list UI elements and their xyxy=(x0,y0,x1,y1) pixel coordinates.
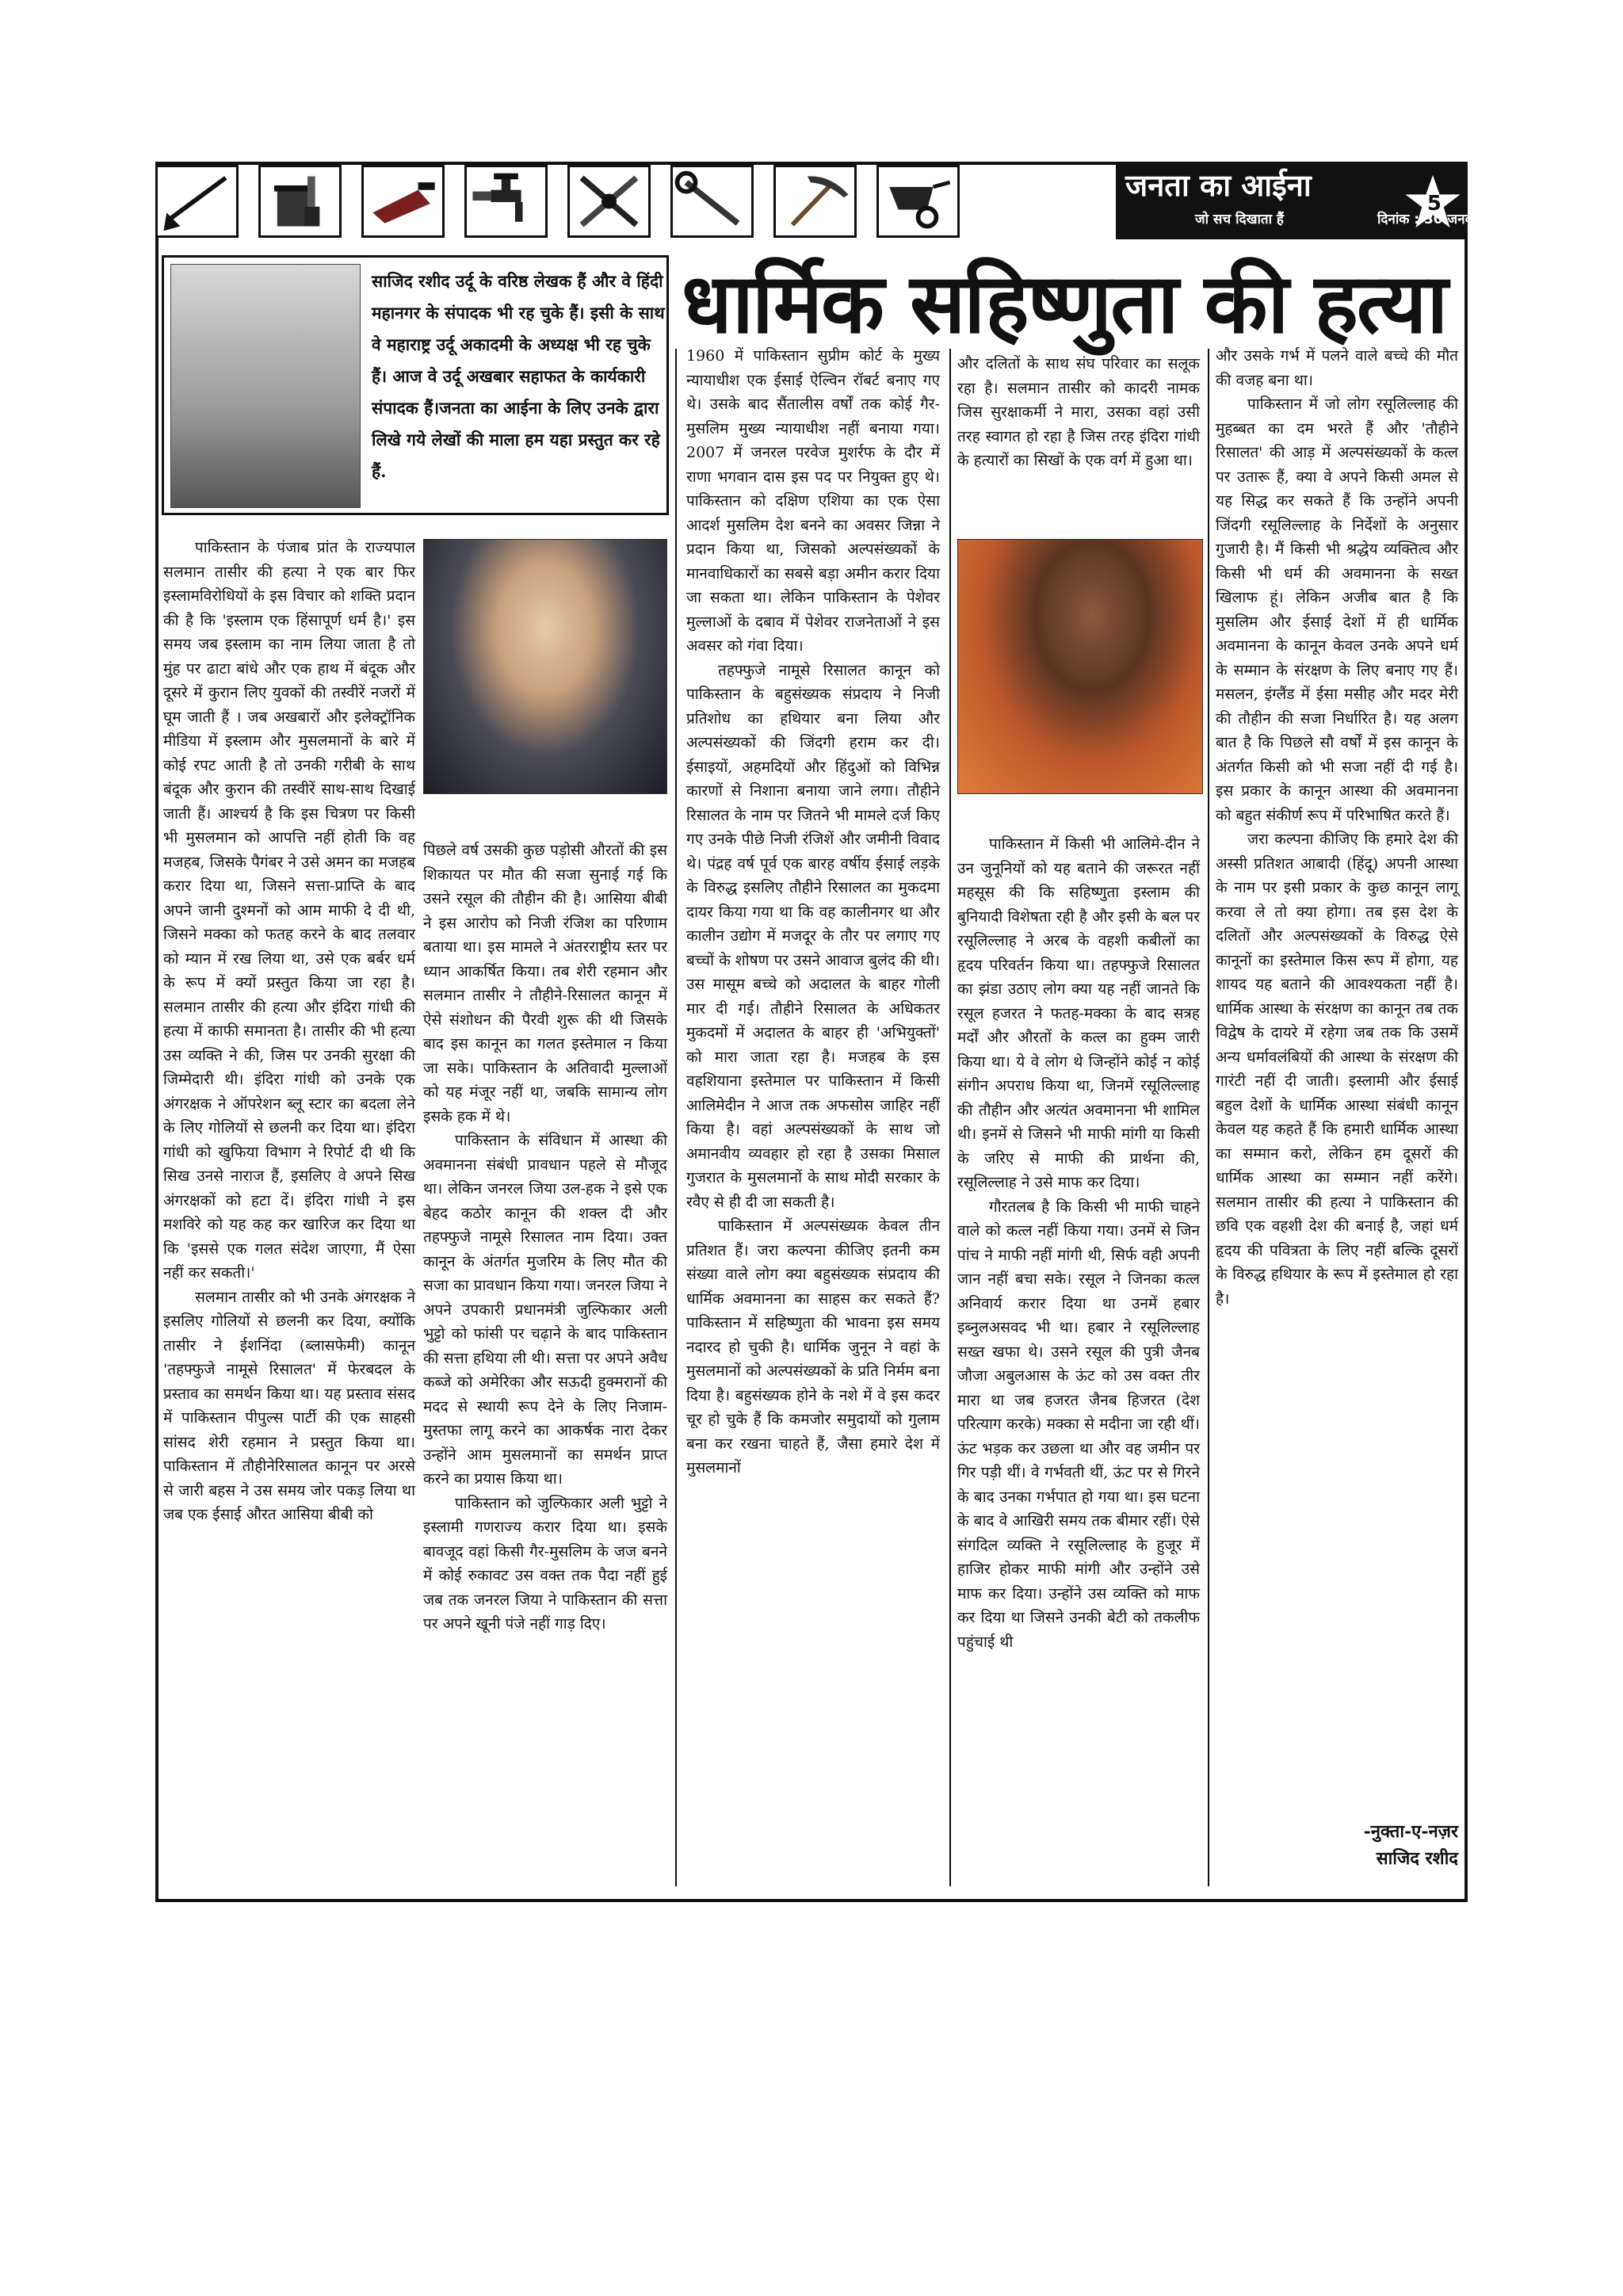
paragraph: पाकिस्तान में अल्पसंख्यक केवल तीन प्रतिशत हैं। जरा कल्पना कीजिए इतनी कम संख्या वाले लोग क्या बहुसंख्यक संप्रदाय की धार्मिक अवमानना का साहस कर सकते हैं? पाकिस्तान में सहिष्णुता की भावना इस समय नदारद हो चुकी है। धार्मिक जुनून ने वहां के मुसलमानों को अल्पसंख्यकों के प्रति निर्मम बना दिया है। बहुसंख्यक होने के नशे में वे इस कदर चूर हो चुके हैं कि कमजोर समुदायों को गुलाम बना कर रखना चाहते हैं, जैसा हमारे देश में मुसलमानों xyxy=(686,1217,940,1477)
newspaper-name: जनता का आईना xyxy=(1125,168,1312,203)
masthead-band xyxy=(155,162,1589,241)
author-photo xyxy=(170,264,361,508)
trowel-icon xyxy=(361,165,445,238)
article-column-3 xyxy=(686,344,940,1480)
salman-taseer-photo xyxy=(423,539,667,794)
article-byline xyxy=(1212,1818,1458,1872)
author-bio: साजिद रशीद उर्दू के वरिष्ठ लेखक हैं और वे हिंदी महानगर के संपादक भी रह चुके हैं। इसी के साथ वे महाराष्ट्र उर्दू अकादमी के अध्यक्ष भी रह चुके हैं। आज वे उर्दू अखबार सहाफत के कार्यकारी संपादक हैं।जनता का आईना के लिए उनके द्वारा लिखे गये लेखों की माला हम यहा प्रस्तुत कर रहे हैं. xyxy=(372,271,665,481)
wrench-icon xyxy=(670,165,754,238)
paragraph: पाकिस्तान के संविधान में आस्था की अवमानना संबंधी प्रावधान पहले से मौजूद था। लेकिन जनरल जिया उल-हक ने इसे एक बेहद कठोर कानून की शक्ल दी और तहफ्फुजे नामूसे रिसालत नाम दिया। उक्त कानून के अंतर्गत मुजरिम के लिए मौत की सजा का प्रावधान किया गया। जनरल जिया ने अपने उपकारी प्रधानमंत्री जुल्फिकार अली भुट्टो को फांसी पर चढ़ाने के बाद पाकिस्तान की सत्ता हथिया ली थी। सत्ता पर अपने अवैध कब्जे को अमेरिका और सऊदी हुक्मरानों की मदद से स्थायी रूप देने के लिए निजाम-मुस्तफा लागू करने का आकर्षक नारा देकर उन्होंने आम मुसलमानों का समर्थन प्राप्त करने का प्रयास किया था। xyxy=(423,1132,667,1488)
article-column-4 xyxy=(957,832,1200,1654)
article-column-2 xyxy=(423,839,667,1637)
paragraph: 1960 में पाकिस्तान सुप्रीम कोर्ट के मुख्य न्यायाधीश एक ईसाई ऐल्विन रॉबर्ट बनाए गए थे। उसके बाद सैंतालीस वर्षों तक कोई गैर-मुसलिम मुख्य न्यायाधीश नहीं बनाया गया। 2007 में जनरल परवेज मुशर्रफ के दौर में राणा भगवान दास इस पद पर नियुक्त हुए थे। पाकिस्तान को दक्षिण एशिया का एक ऐसा आदर्श मुसलिम देश बनने का अवसर जिन्ना ने प्रदान किया था, जिसको अल्पसंख्यकों के मानवाधिकारों का सबसे बड़ा अमीन करार दिया जा सकता था। लेकिन पाकिस्तान के पेशेवर मुल्लाओं के दबाव में पेशेवर राजनेताओं ने इस अवसर को गंवा दिया। xyxy=(686,347,940,655)
asia-bibi-photo xyxy=(957,539,1203,794)
newspaper-tagline: जो सच दिखाता हैं xyxy=(1195,212,1284,227)
paragraph: और दलितों के साथ संघ परिवार का सलूक रहा है। सलमान तासीर को कादरी नामक जिस सुरक्षाकर्मी ने मारा, उसका वहां उसी तरह स्वागत हो रहा है जिस तरह इंदिरा गांधी के हत्यारों का सिखों के एक वर्ग में हुआ था। xyxy=(957,355,1200,469)
pickaxe-icon xyxy=(773,165,857,238)
paragraph: सलमान तासीर को भी उनके अंगरक्षक ने इसलिए गोलियों से छलनी कर दिया, क्योंकि तासीर ने ईशनिंदा (ब्लासफेमी) कानून 'तहफ्फुजे नामूसे रिसालत' में फेरबदल के प्रस्ताव का समर्थन किया था। यह प्रस्ताव संसद में पाकिस्तान पीपुल्स पार्टी की एक साहसी सांसद शेरी रहमान ने प्रस्तुत किया था। पाकिस्तान में तौहीनेरिसालत कानून पर अरसे से जारी बहस ने उस समय जोर पकड़ लिया था जब एक ईसाई औरत आसिया बीबी को xyxy=(163,1288,415,1523)
wheelbarrow-icon xyxy=(876,165,960,238)
paragraph: पाकिस्तान के पंजाब प्रांत के राज्यपाल सलमान तासीर की हत्या ने एक बार फिर इस्लामविरोधियों के इस विचार को शक्ति प्रदान की है कि 'इस्लाम एक हिंसापूर्ण धर्म है।' इस समय जब इस्लाम का नाम लिया जाता है तो मुंह पर ढाटा बांधे और एक हाथ में बंदूक और दूसरे में कुरान लिए युवकों की तस्वीरें नजरों में घूम जाती हैं । जब अखबारों और इलेक्ट्रॉनिक मीडिया में इस्लाम और मुसलमानों के बारे में कोई रपट आती है तो उनकी गरीबी के साथ बंदूक और कुरान की तस्वीरें साथ-साथ दिखाई जाती हैं। आश्चर्य है कि इस चित्रण पर किसी भी मुसलमान को आपत्ति नहीं होती कि वह मजहब, जिसके पैगंबर ने उसे अमन का मजहब करार दिया था, जिसने सत्ता-प्राप्ति के बाद अपने जानी दुश्मनों को आम माफी दे दी थी, जिसने मक्का को फतह करने के बाद तलवार को म्यान में रख लिया था, उसे एक बर्बर धर्म के रूप में क्यों प्रस्तुत किया जा रहा है। सलमान तासीर की हत्या और इंदिरा गांधी की हत्या में काफी समानता है। तासीर की भी हत्या उस व्यक्ति ने की, जिस पर उनकी सुरक्षा की जिम्मेदारी थी। इंदिरा गांधी को उनके एक अंगरक्षक ने ऑपरेशन ब्लू स्टार का बदला लेने के लिए गोलियों से छलनी कर दिया था। इंदिरा गांधी को खुफिया विभाग ने रिपोर्ट दी थी कि सिख उनसे नाराज हैं, इसलिए वे अपने सिख अंगरक्षकों को हटा दें। इंदिरा गांधी ने इस मशविरे को यह कह कर खारिज कर दिया था कि 'इससे एक गलत संदेश जाएगा, मैं ऐसा नहीं कर सकती।' xyxy=(163,539,415,1282)
water-tap-icon xyxy=(464,165,548,238)
page-number: 5 xyxy=(1426,192,1442,216)
author-box xyxy=(162,255,669,515)
article-column-5 xyxy=(1216,344,1458,1311)
hoe-icon xyxy=(155,165,239,238)
paragraph: पिछले वर्ष उसकी कुछ पड़ोसी औरतों की इस शिकायत पर मौत की सजा सुनाई गई कि उसने रसूल की तौहीन की है। आसिया बीबी ने इस आरोप को निजी रंजिश का परिणाम बताया था। इस मामले ने अंतरराष्ट्रीय स्तर पर ध्यान आकर्षित किया। तब शेरी रहमान और सलमान तासीर ने तौहीने-रिसालत कानून में ऐसे संशोधन की पैरवी शुरू की थी जिसके बाद इस कानून का गलत इस्तेमाल न किया जा सके। पाकिस्तान के अतिवादी मुल्लाओं को यह मंजूर नहीं था, जबकि सामान्य लोग इसके हक में थे। xyxy=(423,842,667,1125)
crossed-tools-icon xyxy=(567,165,651,238)
article-column-4-top xyxy=(957,352,1200,473)
paragraph: पाकिस्तान को जुल्फिकार अली भुट्टो ने इस्लामी गणराज्य करार दिया था। इसके बावजूद वहां किसी गैर-मुसलिम के जज बनने में कोई रुकावट उस वक्त तक पैदा नहीं हुई जब तक जनरल जिया ने पाकिस्तान की सत्ता पर अपने खूनी पंजे नहीं गाड़ दिए। xyxy=(423,1494,667,1633)
paragraph: पाकिस्तान में किसी भी आलिमे-दीन ने उन जुनूनियों को यह बताने की जरूरत नहीं महसूस की कि सहिष्णुता इस्लाम की बुनियादी विशेषता रही है और इसी के बल पर रसूलिल्लाह ने अरब के वहशी कबीलों का हृदय परिवर्तन किया था। तहफ्फुजे रिसालत का झंडा उठाए लोग क्या यह नहीं जानते कि रसूल हजरत ने फतह-मक्का के बाद सत्रह मर्दों और औरतों के कत्ल का हुक्म जारी किया था। ये वे लोग थे जिन्होंने कोई न कोई संगीन अपराध किया था, जिनमें रसूलिल्लाह की तौहीन और अत्यंत अवमानना भी शामिल थी। इनमें से जिसने भी माफी मांगी या किसी के जरिए से माफी की प्रार्थना की, रसूलिल्लाह ने उसे माफ कर दिया। xyxy=(957,835,1200,1191)
paragraph: और उसके गर्भ में पलने वाले बच्चे की मौत की वजह बना था। xyxy=(1216,347,1458,389)
paragraph: पाकिस्तान में जो लोग रसूलिल्लाह की मुहब्बत का दम भरते हैं और 'तौहीने रिसालत' की आड़ में अल्पसंख्यकों के कत्ल पर उतारू हैं, क्या वे अपने किसी अमल से यह सिद्ध कर सकते हैं कि उन्होंने अपनी जिंदगी रसूलिल्लाह के निर्देशों के अनुसार गुजारी है। मैं किसी भी श्रद्धेय व्यक्तित्व और किसी भी धर्म की अवमानना के सख्त खिलाफ हूं। लेकिन अजीब बात है कि मुसलिम और ईसाई देशों में ही धार्मिक अवमानना के कानून केवल उनके अपने धर्म के सम्मान के संरक्षण के लिए बनाए गए हैं। मसलन, इंग्लैंड में ईसा मसीह और मदर मेरी की तौहीन की सजा निर्धारित है। यह अलग बात है कि पिछले सौ वर्षों में इस कानून के अंतर्गत किसी को भी सजा नहीं दी गई है। इस प्रकार के कानून आस्था की अवमानना को बहुत संकीर्ण रूप में परिभाषित करते हैं। xyxy=(1216,395,1458,824)
issue-date: दिनांक : 30 जनवरी से 5 फरवरी 2011 xyxy=(1377,212,1589,227)
paragraph: जरा कल्पना कीजिए कि हमारे देश की अस्सी प्रतिशत आबादी (हिंदू) अपनी आस्था के नाम पर इसी प्रकार के कुछ कानून लागू करवा ले तो क्या होगा। तब इस देश के दलितों और अल्पसंख्यकों के विरुद्ध ऐसे कानूनों का इस्तेमाल किस रूप में होगा, यह शायद यह बताने की आवश्यकता नहीं है। धार्मिक आस्था के संरक्षण का कानून तब तक विद्वेष के दायरे में रहेगा जब तक कि उसमें अन्य धर्मावलंबियों की आस्था के संरक्षण की गारंटी नहीं दी जाती। इस्लामी और ईसाई बहुल देशों के धार्मिक आस्था संबंधी कानून केवल यह कहते हैं कि हमारी धार्मिक आस्था का सम्मान करो, लेकिन हम दूसरों की धार्मिक आस्था का सम्मान नहीं करेंगे। सलमान तासीर की हत्या ने पाकिस्तान की छवि एक वहशी देश की बनाई है, जहां धर्म हृदय की पवित्रता के लिए नहीं बल्कि दूसरों के विरुद्ध हथियार के रूप में इस्तेमाल हो रहा है। xyxy=(1216,831,1458,1308)
article-column-1 xyxy=(163,536,415,1527)
column-rule xyxy=(949,349,951,1886)
paragraph: गौरतलब है कि किसी भी माफी चाहने वाले को कत्ल नहीं किया गया। उनमें से जिन पांच ने माफी नहीं मांगी थी, सिर्फ वही अपनी जान नहीं बचा सके। रसूल ने जिनका कत्ल अनिवार्य करार दिया था उनमें हबार इब्नुलअसवद भी था। हबार ने रसूलिल्लाह सख्त खफा थे। उसने रसूल की पुत्री जैनब जौजा अबुलआस के ऊंट को उस वक्त तीर मारा था जब हजरत जैनब हिजरत (देश परित्याग करके) मक्का से मदीना जा रही थीं। ऊंट भड़क कर उछला था और वह जमीन पर गिर पड़ी थीं। वे गर्भवती थीं, ऊंट पर से गिरने के बाद उनका गर्भपात हो गया था। इस घटना के बाद वे आखिरी समय तक बीमार रहीं। ऐसे संगदिल व्यक्ति ने रसूलिल्लाह के हुजूर में हाजिर होकर माफी मांगी और उन्होंने उसे माफ कर दिया। उन्होंने उस व्यक्ति को माफ कर दिया था जिसने उनकी बेटी को तकलीफ पहुंचाई थी xyxy=(957,1198,1200,1651)
article-headline: धार्मिक सहिष्णुता की हत्या xyxy=(682,255,1447,352)
byline-column-name: -नुक्ता-ए-नज़र xyxy=(1363,1821,1458,1842)
byline-author-name: साजिद रशीद xyxy=(1376,1848,1458,1869)
column-rule xyxy=(1208,349,1209,1886)
paragraph: तहफ्फुजे नामूसे रिसालत कानून को पाकिस्तान के बहुसंख्यक संप्रदाय ने निजी प्रतिशोध का हथियार बना लिया और अल्पसंख्यकों की जिंदगी हराम कर दी। ईसाइयों, अहमदियों और हिंदुओं को विभिन्न कारणों से निशाना बनाया जाने लगा। तौहीने रिसालत के नाम पर जितने भी मामले दर्ज किए गए उनके पीछे निजी रंजिशें और जमीनी विवाद थे। पंद्रह वर्ष पूर्व एक बारह वर्षीय ईसाई लड़के के विरुद्ध इसलिए तौहीने रिसालत का मुकदमा दायर किया गया था कि वह कालीनगर था और कालीन उद्योग में मजदूर के तौर पर लगाए गए बच्चों के शोषण पर उसने आवाज बुलंद की थी। उस मासूम बच्चे को अदालत के बाहर गोली मार दी गई। तौहीने रिसालत के अधिकतर मुकदमों में अदालत के बाहर ही 'अभियुक्तों' को मारा जाता रहा है। मजहब के इस वहशियाना इस्तेमाल पर पाकिस्तान में किसी आलिमेदीन ने आज तक अफसोस जाहिर नहीं किया है। वहां अल्पसंख्यकों के साथ जो अमानवीय व्यवहार हो रहा है उसका मिसाल गुजरात के मुसलमानों के साथ मोदी सरकार के रवैए से ही दी जा सकती है। xyxy=(686,661,940,1211)
paint-bucket-icon xyxy=(258,165,342,238)
column-rule xyxy=(675,349,677,1886)
